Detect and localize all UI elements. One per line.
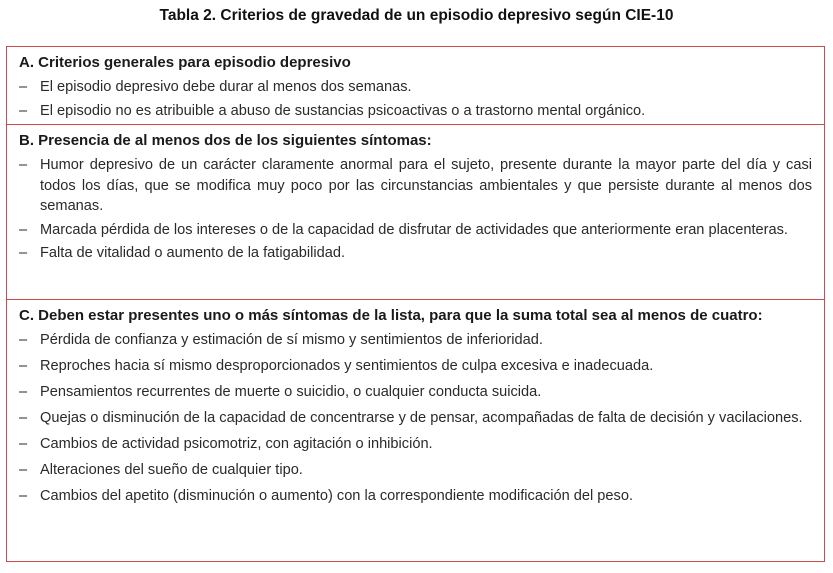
- list-item: [19, 330, 812, 351]
- list-item: [19, 77, 812, 98]
- list-item: [19, 434, 812, 455]
- list-item-text: Quejas o disminución de la capacidad de concentrarse y de pensar, acompañadas de falta de decisión y vacilaciones.: [40, 410, 803, 426]
- list-item: [19, 382, 812, 403]
- dash-bullet: –: [19, 79, 28, 95]
- table-caption: [0, 6, 833, 26]
- dash-bullet: –: [19, 221, 28, 238]
- dash-bullet: –: [19, 358, 28, 374]
- section-c-list: [19, 330, 812, 507]
- list-item-text: Cambios de actividad psicomotriz, con agitación o inhibición.: [40, 436, 433, 452]
- list-item-text: Cambios del apetito (disminución o aumento) con la correspondiente modificación del peso.: [40, 488, 633, 504]
- list-item: [19, 408, 812, 429]
- dash-bullet: –: [19, 488, 28, 504]
- criteria-table: [6, 46, 825, 562]
- section-a-heading: A. Criterios generales para episodio depresivo: [19, 54, 351, 71]
- dash-bullet: –: [19, 245, 28, 261]
- section-a: [7, 47, 824, 125]
- list-item-text: El episodio no es atribuible a abuso de sustancias psicoactivas o a trastorno mental orgánico.: [40, 102, 646, 119]
- list-item-text: Pensamientos recurrentes de muerte o suicidio, o cualquier conducta suicida.: [40, 384, 542, 400]
- list-item-text: El episodio depresivo debe durar al menos dos semanas.: [40, 79, 412, 95]
- list-item-text: Falta de vitalidad o aumento de la fatigabilidad.: [40, 245, 346, 261]
- list-item-text: Humor depresivo de un carácter claramente anormal para el sujeto, presente durante la mayor parte del día y casi todos los días, que se modifica muy poco por las circunstancias ambientales y que persiste durante al menos dos semanas.: [40, 157, 812, 214]
- dash-bullet: –: [19, 462, 28, 478]
- table-caption-title: Criterios de gravedad de un episodio depresivo según CIE-10: [220, 7, 674, 24]
- list-item: [19, 155, 812, 217]
- list-item: [19, 101, 812, 122]
- list-item: [19, 243, 812, 264]
- dash-bullet: –: [19, 436, 28, 452]
- section-b-heading: B. Presencia de al menos dos de los siguientes síntomas:: [19, 132, 432, 149]
- list-item-text: Pérdida de confianza y estimación de sí mismo y sentimientos de inferioridad.: [40, 332, 543, 348]
- list-item: [19, 356, 812, 377]
- dash-bullet: –: [19, 410, 28, 426]
- section-b: [7, 125, 824, 300]
- list-item: [19, 460, 812, 481]
- dash-bullet: –: [19, 332, 28, 348]
- section-b-list: [19, 155, 812, 264]
- list-item: [19, 486, 812, 507]
- list-item-text: Marcada pérdida de los intereses o de la capacidad de disfrutar de actividades que anteriormente eran placenteras.: [40, 221, 788, 238]
- dash-bullet: –: [19, 157, 28, 173]
- section-a-list: [19, 77, 812, 121]
- section-c: [7, 300, 824, 560]
- list-item: [19, 220, 812, 241]
- section-c-heading: C. Deben estar presentes uno o más síntomas de la lista, para que la suma total sea al menos de cuatro:: [19, 307, 763, 324]
- list-item-text: Alteraciones del sueño de cualquier tipo.: [40, 462, 303, 478]
- dash-bullet: –: [19, 102, 28, 119]
- dash-bullet: –: [19, 384, 28, 400]
- list-item-text: Reproches hacia sí mismo desproporcionados y sentimientos de culpa excesiva e inadecuada.: [40, 358, 654, 374]
- table-caption-label: Tabla 2.: [159, 7, 217, 24]
